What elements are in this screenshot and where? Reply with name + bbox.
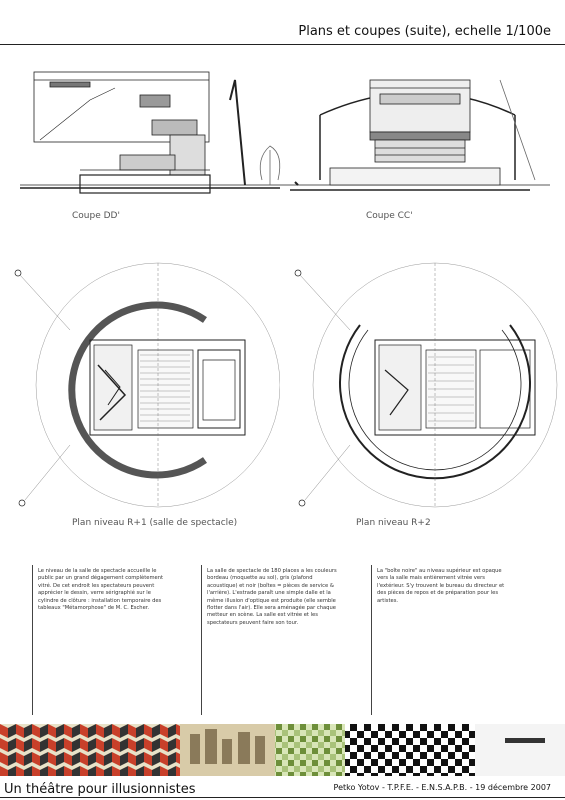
metamorphosis-band-image: [0, 724, 565, 776]
plan-r1-drawing: [0, 255, 280, 525]
section-cc-drawing: [290, 60, 550, 210]
section-cc-caption: Coupe CC': [366, 211, 413, 221]
top-divider: [0, 44, 565, 45]
text-column-1: Le niveau de la salle de spectacle accueille le public par un grand dégagement complètement vitré. De cet endroit les spectateurs peuvent apprécier le dessin, verre sérigraphié sur le cylindre de clôture : installation temporaire des tableaux "Métamorphose" de M. C. Escher.: [38, 568, 164, 612]
text-column-2: La salle de spectacle de 180 places a les couleurs bordeau (moquette au sol), gris (plafond acoustique) et noir (boîtes = pièces de service & l'arrière). L'estrade paraît une simple dalle et la même illusion d'optique est produite (elle semble flotter dans l'air). Elle sera aménagée par chaque metteur en scène. La salle est vitrée et les spectateurs peuvent faire son tour.: [207, 568, 337, 626]
plan-r2-caption: Plan niveau R+2: [356, 518, 431, 528]
section-dd-caption: Coupe DD': [72, 211, 120, 221]
section-dd-drawing: [20, 60, 290, 210]
column-divider: [32, 565, 33, 715]
page-title: Plans et coupes (suite), echelle 1/100e: [298, 24, 551, 39]
column-divider: [371, 565, 372, 715]
footer-title: Un théâtre pour illusionnistes: [4, 782, 196, 797]
text-column-3: La "boîte noire" au niveau supérieur est opaque vers la salle mais entièrement vitrée vers l'extérieur. S'y trouvent le bureau du directeur et des pièces de repos et de préparation pour les artistes.: [377, 568, 505, 604]
bottom-divider: [0, 797, 565, 798]
column-divider: [201, 565, 202, 715]
plan-r2-drawing: [280, 255, 565, 525]
plan-r1-caption: Plan niveau R+1 (salle de spectacle): [72, 518, 238, 528]
footer-credit: Petko Yotov - T.P.F.E. - E.N.S.A.P.B. - 19 décembre 2007: [333, 783, 551, 792]
